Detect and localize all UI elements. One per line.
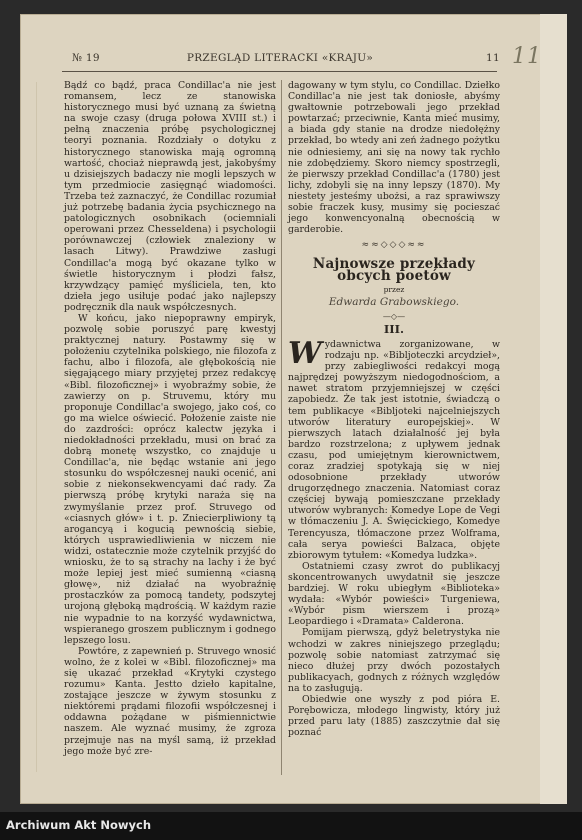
column-divider (281, 80, 282, 775)
byline-prefix: przez (383, 284, 405, 294)
periodical-title: PRZEGLĄD LITERACKI «KRAJU» (186, 52, 374, 64)
small-ornament: —◇— (382, 311, 406, 321)
author-byline: Edwarda Grabowskiego. (328, 295, 460, 308)
page-number: 11 (486, 52, 500, 64)
paragraph: Pomijam pierwszą, gdyż beletrystyka nie wchodzi w zakres niniejszego przeglądu; pozwolę sobie natomiast zatrzymać się nieco dłużej przy dwóch pozostałych publikacyach, godnych z różnych względów na to zasługują. (288, 627, 500, 694)
paragraph: dagowany w tym stylu, co Condillac. Dziełko Condillac'a nie jest tak doniosłe, abyśmy gwałtownie potrzebowali jego przekład powtarzać; przeciwnie, Kanta mieć musimy, a biada gdy stanie na drodze niedołężny przekład, bo wtedy ani zeń żadnego pożytku nie odniesiemy, ani się na nowy tak rychło nie zdobędziemy. Skoro niemcy spostrzegli, że pierwszy przekład Condillac'a (1780) jest lichy, zdobyli się na inny lepszy (1870). My niestety jesteśmy ubożsi, a raz sprawiwszy sobie fraczek kusy, musimy się pocieszać jego konwencyonalną obecnością w garderobie. (288, 80, 500, 236)
header-rule (62, 71, 497, 72)
paragraph: Powtóre, z zapewnień p. Struvego wnosić wolno, że z kolei w «Bibl. filozoficznej» ma się ukazać przekład «Krytyki czystego rozumu» Kanta. Jestto dzieło kapitalne, zostające jeszcze w żywym stosunku z niektóremi prądami filozofii współczesnej i oddawna pożądane w piśmiennictwie naszem. Ale wyznać musimy, że zgroza przejmuje nas na myśl samą, iż przekład jego może być zre- (64, 645, 276, 757)
paragraph (288, 335, 500, 561)
page-header (60, 52, 500, 70)
section-ornament: ≈≈◇◇◇≈≈ (361, 240, 427, 251)
paragraph-text: ydawnictwa zorganizowane, w rodzaju np. «Bibljoteczki arcydzieł», przy zabiegliwości redakcyi mogą najprędzej powyższym niedogodnościom, a nawet stratom przyjemniejszej w części zapobiedz. Że tak jest istotnie, świadczą o tem publikacye «Bibljoteki najcelniejszych utworów literatury europejskiej». W pierwszych latach działalność jej była bardzo rozstrzelona; z upływem jednak czasu, pod umiejętnym kierownictwem, coraz zradziej spotykają się w niej odosobnione przekłady utworów drugorzędnego znaczenia. Natomiast coraz częściej bywają pomieszczane przekłady utworów wybranych: Komedye Lope de Vegi w tłómaczeniu J. A. Święcickiego, Komedye Terencyusza, tłómaczone przez Wolframa, cała serya powieści Balzaca, objęte zbiorowym tytułem: «Komedya ludzka». (288, 338, 500, 561)
drop-cap: W (288, 335, 322, 371)
right-column (288, 80, 500, 738)
issue-number: № 19 (72, 52, 100, 64)
paragraph: W końcu, jako niepoprawny empiryk, pozwolę sobie poruszyć parę kwestyj praktycznej natury. Postawmy się w położeniu czytelnika polskiego, nie filozofa z fachu, albo i filozofa, ale głębokością nie sięgającego miary przyjętej przez redakcyę «Bibl. filozoficznej» i wyobraźmy sobie, że zawierzy on p. Struvemu, który mu proponuje Condillac'a swojego, jako coś, co go ma wielce oświecić. Położenie zaiste nie do zazdrości: oprócz kalectw języka i niedokładności przekładu, musi on brać za dobrą monetę wszystko, co znajduje u Condillac'a, nie będąc wstanie ani jego stosunku do współczesnej nauki ocenić, ani sobie z niekonsekwencyami dać rady. Za pierwszą próbę krytyki naraża się na zwymyślanie przez prof. Struvego od «ciasnych głów» i t. p. Zniecierpliwiony tą arogancyą i kogucią pewnością siebie, których usprawiedliwienia w niczem nie widzi, ostatecznie może czytelnik przyjść do wniosku, że to są strachy na lachy i że być może lepiej jest mieć sumienną «ciasną głowę», niż działać na wyobraźnię prostaczków za pomocą tandety, podszytej urojoną głęboką mądrością. W każdym razie nie wypadnie to na korzyść wydawnictwa, wspieranego groszem publicznym i godnego lepszego losu. (64, 312, 276, 646)
fold-mark (36, 82, 37, 772)
left-column (64, 80, 276, 757)
article-title: Najnowsze przekłady obcych poetów (312, 256, 476, 284)
archive-name: Archiwum Akt Nowych (6, 818, 152, 832)
part-number: III. (383, 321, 405, 336)
pencil-annotation: 11 (512, 44, 542, 69)
paragraph: Obiedwie one wyszły z pod pióra E. Porębowicza, młodego lingwisty, który już przed paru laty (1885) zaszczytnie dał się poznać (288, 693, 500, 739)
paragraph: Bądź co bądź, praca Condillac'a nie jest romansem, lecz ze stanowiska historycznego musi być uznaną za świetną na swoje czasy (druga połowa XVIII st.) i pełną znaczenia próbę psychologicznej teoryi poznania. Rozdziały o dotyku z historycznego stanowiska mają ogromną wartość, chociaż nieprawdą jest, jakobyśmy u dzisiejszych badaczy nie mogli lepszych w tym przedmiocie zasięgnąć wiadomości. Trzeba też zaznaczyć, że Condillac rozumiał już potrzebę badania życia psychicznego na patologicznych osobnikach (ociemniali operowani przez Chesseldena) i psychologii porównawczej (człowiek znaleziony w lasach Litwy). Prawdziwe zasługi Condillac'a mogą być okazane tylko w świetle historycznym i płodzi fałsz, krzywdzący pamięć myśliciela, ten, kto dzieła jego usiłuje podać jako najlepszy podręcznik dla nauk współczesnych. (64, 80, 276, 313)
page-edge-strip (540, 14, 567, 804)
paragraph: Ostatniemi czasy zwrot do publikacyj skoncentrowanych uwydatnił się jeszcze bardziej. W roku ubiegłym «Biblioteka» wydała: «Wybór powieści» Turgeniewa, «Wybór pism wierszem i prozą» Leopardiego i «Dramata» Calderona. (288, 560, 500, 628)
